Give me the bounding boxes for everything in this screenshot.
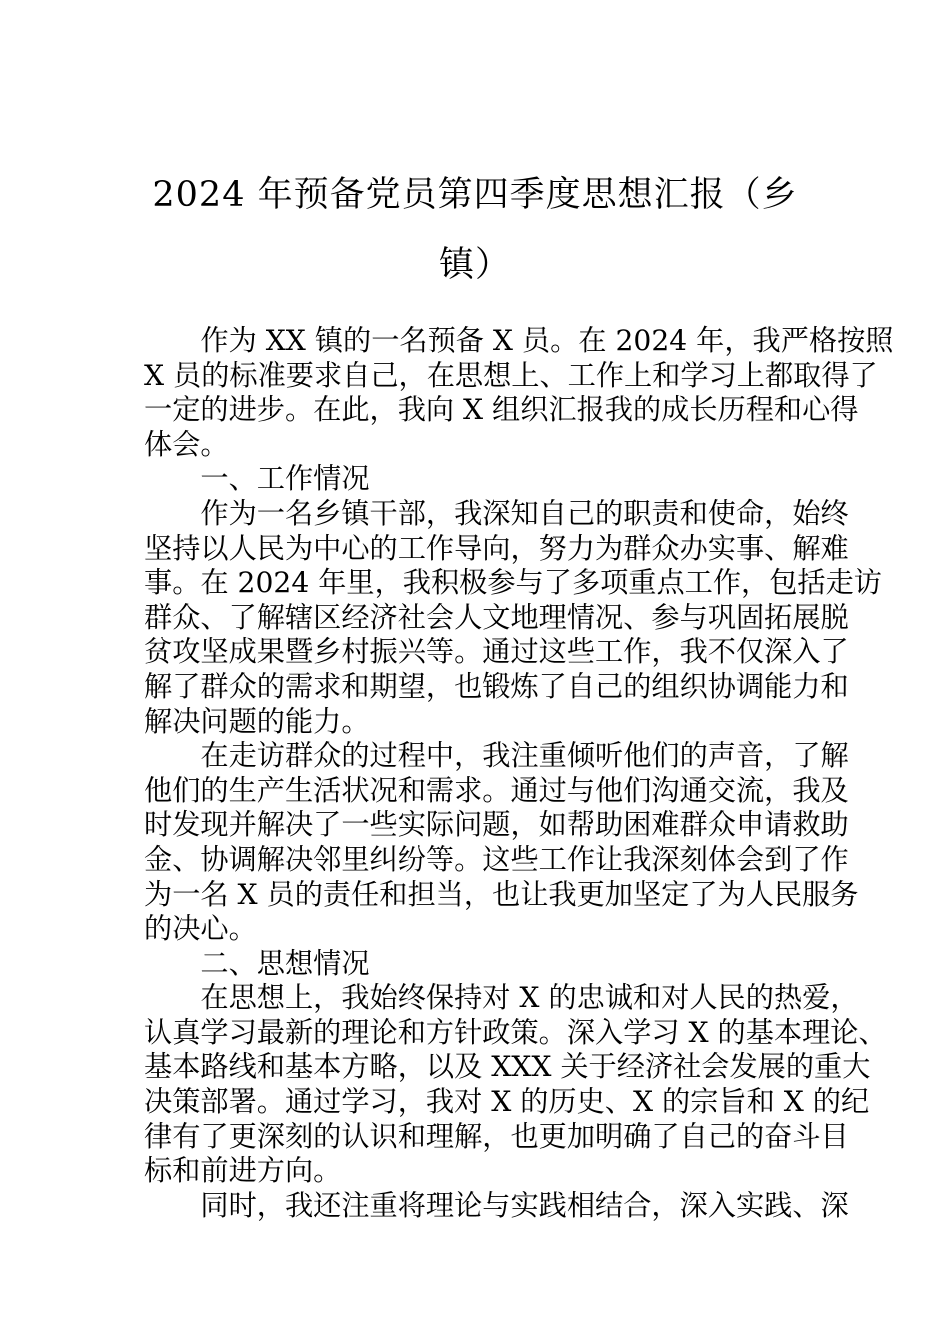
- document-body: [144, 324, 894, 1223]
- body-line: 基本路线和基本方略，以及 XXX 关于经济社会发展的重大: [144, 1050, 871, 1084]
- body-line: 标和前进方向。: [144, 1154, 342, 1188]
- body-line: 一定的进步。在此，我向 X 组织汇报我的成长历程和心得: [144, 393, 859, 427]
- body-line: 解了群众的需求和期望，也锻炼了自己的组织协调能力和: [144, 669, 849, 703]
- document-title: [140, 160, 810, 300]
- body-line: 他们的生产生活状况和需求。通过与他们沟通交流，我及: [144, 773, 849, 807]
- body-line: 二、思想情况: [200, 946, 370, 980]
- body-line: 体会。: [144, 427, 229, 461]
- body-line: 解决问题的能力。: [144, 704, 370, 738]
- body-line: 坚持以人民为中心的工作导向，努力为群众办实事、解难: [144, 531, 849, 565]
- title-line-1: 2024 年预备党员第四季度思想汇报（乡: [152, 175, 798, 215]
- body-line: 金、协调解决邻里纠纷等。这些工作让我深刻体会到了作: [144, 842, 849, 876]
- body-line: X 员的标准要求自己，在思想上、工作上和学习上都取得了: [144, 358, 878, 392]
- body-line: 贫攻坚成果暨乡村振兴等。通过这些工作，我不仅深入了: [144, 635, 849, 669]
- body-line: 事。在 2024 年里，我积极参与了多项重点工作，包括走访: [144, 566, 882, 600]
- body-line: 作为一名乡镇干部，我深知自己的职责和使命，始终: [200, 496, 849, 530]
- body-line: 作为 XX 镇的一名预备 X 员。在 2024 年，我严格按照: [200, 324, 894, 357]
- title-line-2: 镇）: [438, 245, 511, 285]
- body-line: 时发现并解决了一些实际问题，如帮助困难群众申请救助: [144, 808, 849, 842]
- body-line: 在走访群众的过程中，我注重倾听他们的声音，了解: [200, 739, 849, 773]
- body-line: 群众、了解辖区经济社会人文地理情况、参与巩固拓展脱: [144, 600, 849, 634]
- body-line: 一、工作情况: [200, 462, 370, 496]
- body-line: 为一名 X 员的责任和担当，也让我更加坚定了为人民服务: [144, 877, 859, 911]
- body-line: 认真学习最新的理论和方针政策。深入学习 X 的基本理论、: [144, 1015, 887, 1049]
- body-line: 律有了更深刻的认识和理解，也更加明确了自己的奋斗目: [144, 1119, 849, 1153]
- body-line: 的决心。: [144, 912, 257, 946]
- body-line: 同时，我还注重将理论与实践相结合，深入实践、深: [200, 1188, 849, 1222]
- body-line: 在思想上，我始终保持对 X 的忠诚和对人民的热爱，: [200, 981, 859, 1015]
- body-line: 决策部署。通过学习，我对 X 的历史、X 的宗旨和 X 的纪: [144, 1085, 870, 1119]
